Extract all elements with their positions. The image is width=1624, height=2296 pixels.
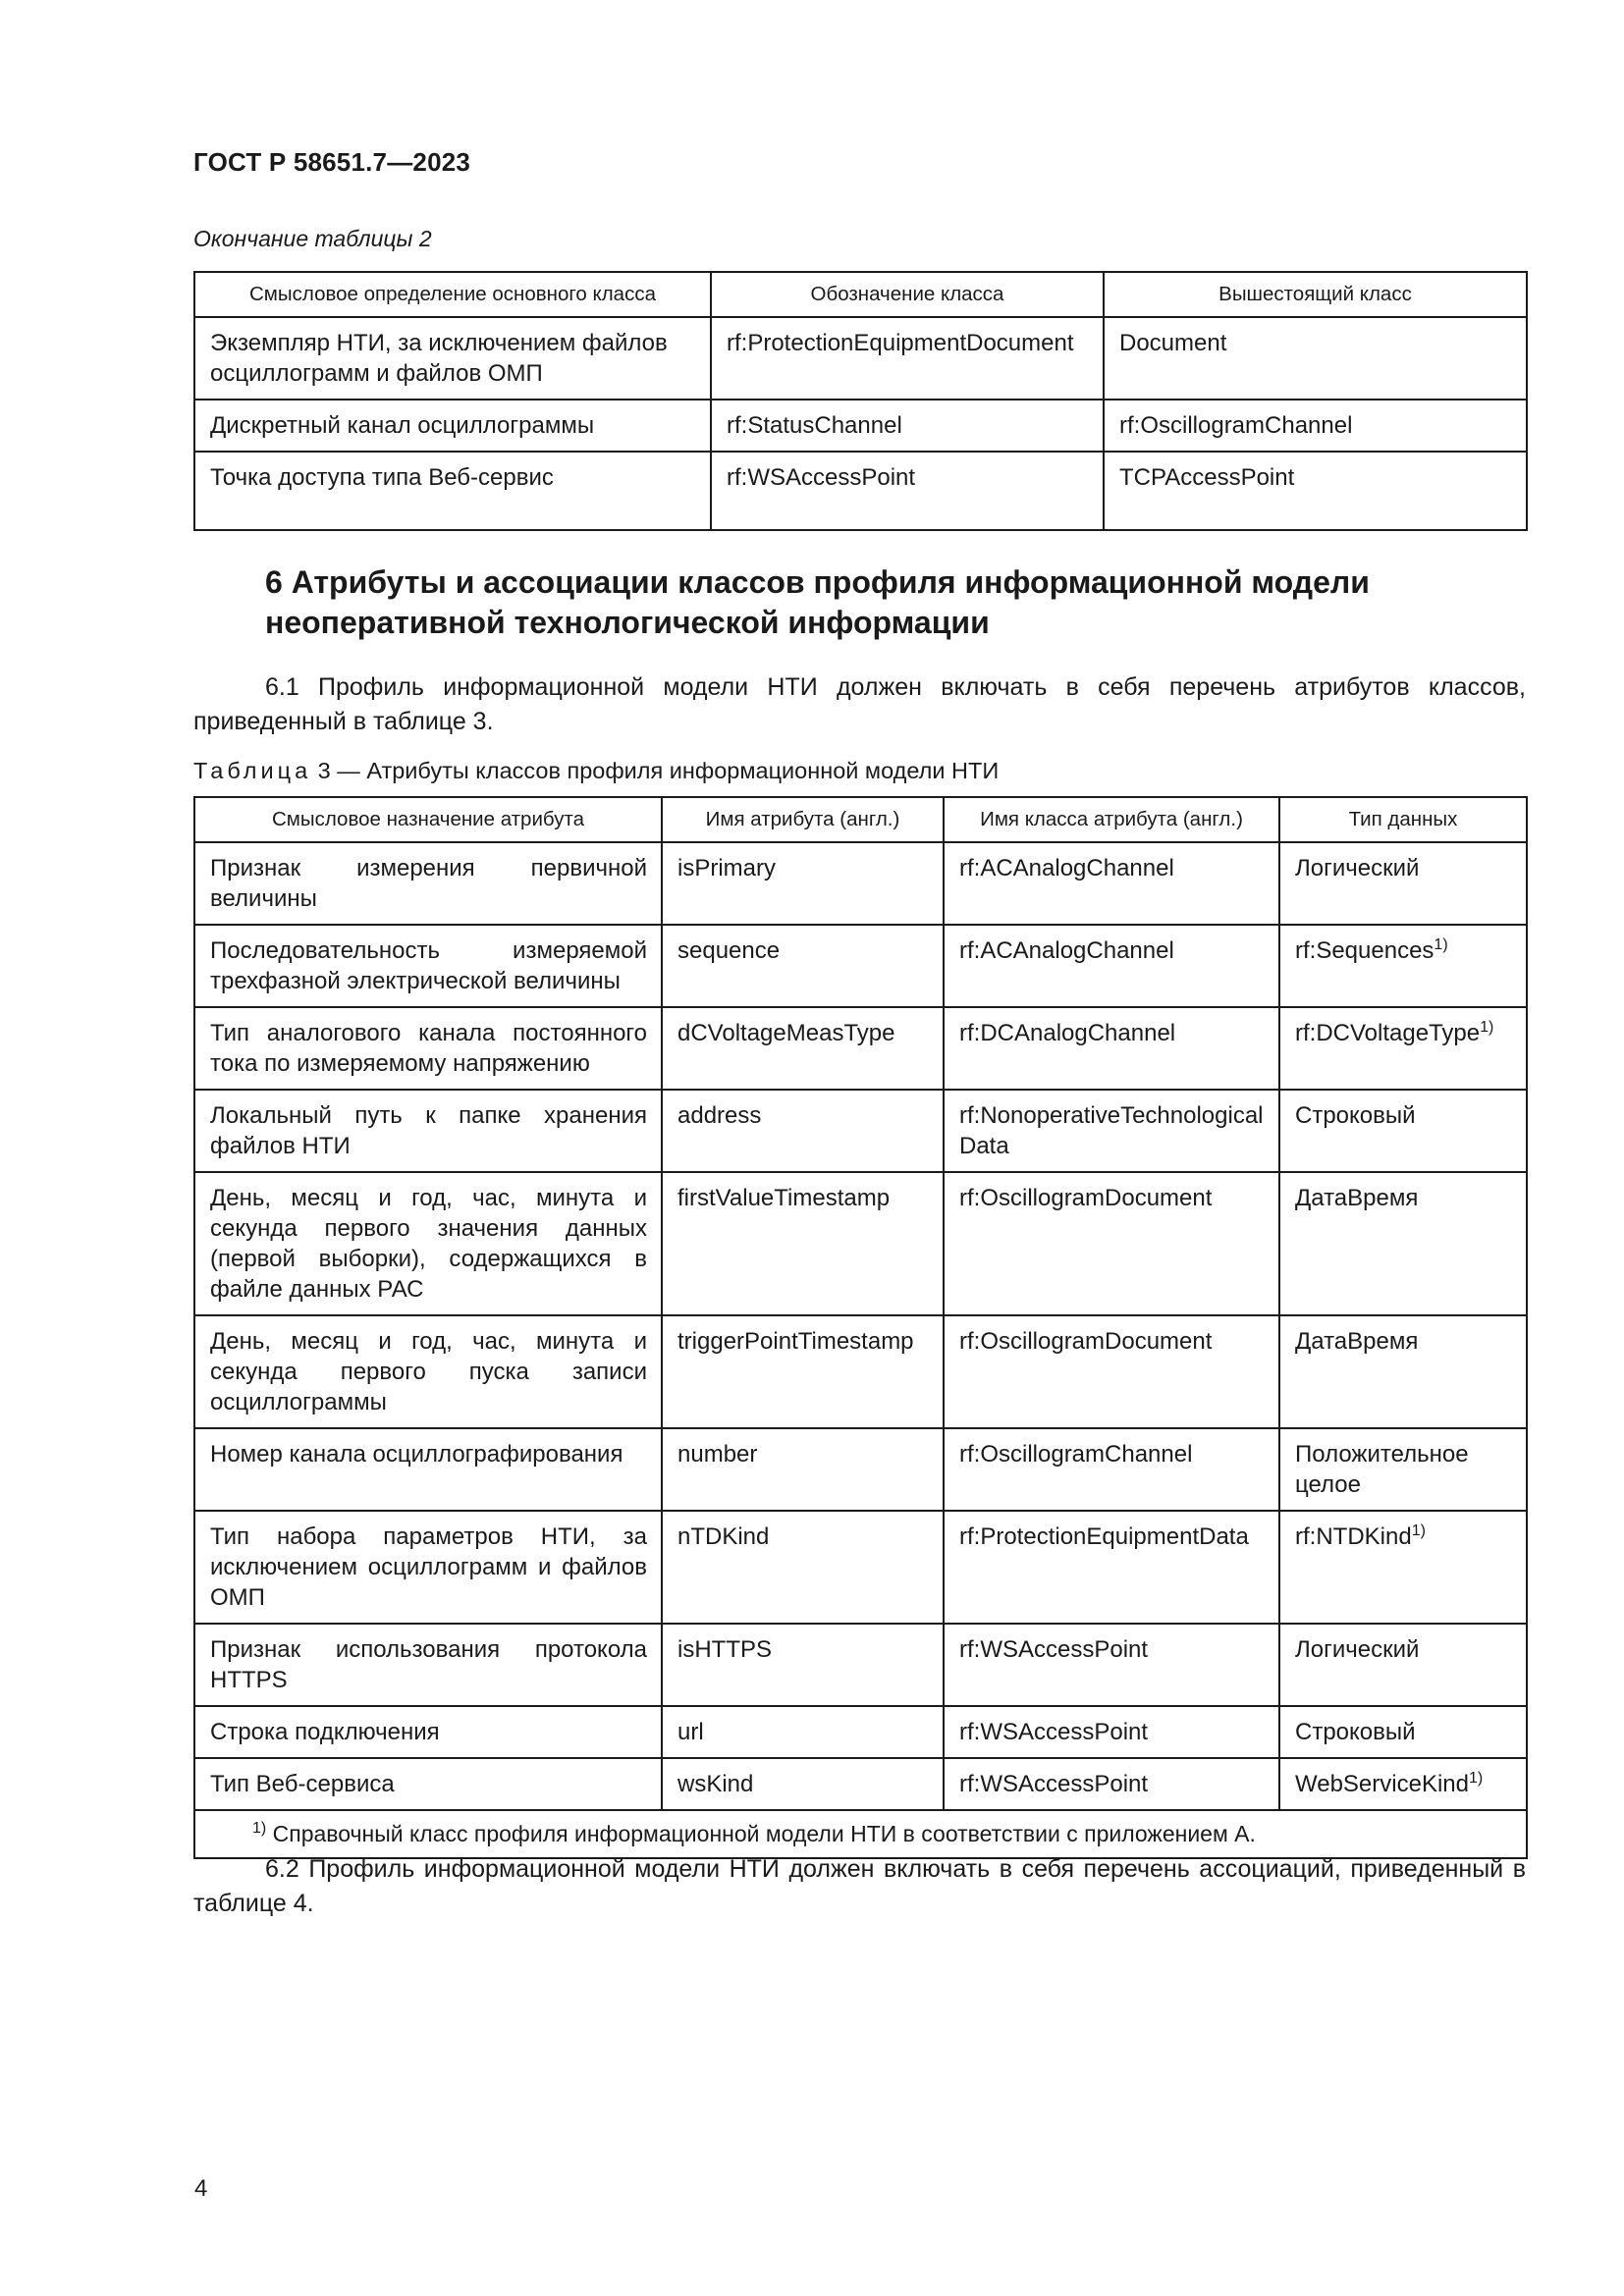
table-cell: Последовательность измеряемой трехфазной электрической величины <box>194 925 662 1007</box>
table-cell: Положительное целое <box>1279 1428 1527 1511</box>
section-6-heading: 6 Атрибуты и ассоциации классов профиля информационной модели неоперативной технологической информации <box>265 564 1370 640</box>
paragraph-6-1: 6.1 Профиль информационной модели НТИ должен включать в себя перечень атрибутов классов, приведенный в таблице 3. <box>193 673 1526 735</box>
table-cell: Локальный путь к папке хранения файлов НТИ <box>194 1090 662 1172</box>
table-cell: Строковый <box>1279 1090 1527 1172</box>
table3-header-cell: Имя атрибута (англ.) <box>662 797 944 842</box>
table-cell: rf:StatusChannel <box>711 400 1104 452</box>
table3-caption <box>193 758 999 784</box>
table-cell: rf:ACAnalogChannel <box>944 925 1279 1007</box>
table-cell: Логический <box>1279 842 1527 925</box>
paragraph-6-2: 6.2 Профиль информационной модели НТИ должен включать в себя перечень ассоциаций, приведенный в таблице 4. <box>193 1855 1526 1917</box>
table-cell: address <box>662 1090 944 1172</box>
data-type-text: rf:NTDKind <box>1295 1523 1412 1550</box>
table-cell: ДатаВремя <box>1279 1172 1527 1315</box>
table-cell: Тип Веб-сервиса <box>194 1758 662 1810</box>
table-row <box>194 1172 1527 1315</box>
table-row <box>194 452 1527 530</box>
data-type-text: rf:DCVoltageType <box>1295 1020 1481 1046</box>
table3-header-cell: Имя класса атрибута (англ.) <box>944 797 1279 842</box>
table-cell: День, месяц и год, час, минута и секунда первого пуска записи осциллограммы <box>194 1315 662 1428</box>
table3 <box>193 796 1528 1859</box>
table-row <box>194 842 1527 925</box>
table-cell: TCPAccessPoint <box>1104 452 1527 530</box>
table2 <box>193 271 1528 531</box>
table-cell: Точка доступа типа Веб-сервис <box>194 452 711 530</box>
table-cell: url <box>662 1706 944 1758</box>
footnote-marker: 1) <box>252 1820 267 1837</box>
table-cell: isPrimary <box>662 842 944 925</box>
table3-footnote <box>194 1810 1527 1858</box>
table-cell: Номер канала осциллографирования <box>194 1428 662 1511</box>
table-cell: Дискретный канал осциллограммы <box>194 400 711 452</box>
table-row <box>194 1428 1527 1511</box>
table-cell: rf:OscillogramDocument <box>944 1172 1279 1315</box>
table3-footnote-row <box>194 1810 1527 1858</box>
table-cell <box>1279 1007 1527 1090</box>
table-row <box>194 1007 1527 1090</box>
table-cell: Признак измерения первичной величины <box>194 842 662 925</box>
table-row <box>194 1090 1527 1172</box>
table-cell: Тип аналогового канала постоянного тока по измеряемому напряжению <box>194 1007 662 1090</box>
table-cell: Признак использования протокола HTTPS <box>194 1624 662 1706</box>
table-cell: Экземпляр НТИ, за исключением файлов осциллограмм и файлов ОМП <box>194 317 711 400</box>
table-cell: rf:WSAccessPoint <box>711 452 1104 530</box>
table-cell: number <box>662 1428 944 1511</box>
table-row <box>194 1624 1527 1706</box>
table-cell: rf:ProtectionEquipmentData <box>944 1511 1279 1624</box>
table-cell: sequence <box>662 925 944 1007</box>
table-row <box>194 400 1527 452</box>
table-cell: firstValueTimestamp <box>662 1172 944 1315</box>
table-row <box>194 1758 1527 1810</box>
table-cell: ДатаВремя <box>1279 1315 1527 1428</box>
table-cell: rf:OscillogramDocument <box>944 1315 1279 1428</box>
table-row <box>194 1511 1527 1624</box>
table-cell: rf:ACAnalogChannel <box>944 842 1279 925</box>
table2-caption: Окончание таблицы 2 <box>193 226 432 251</box>
table-cell: rf:DCAnalogChannel <box>944 1007 1279 1090</box>
table-row <box>194 317 1527 400</box>
document-code-header: ГОСТ Р 58651.7—2023 <box>193 147 471 177</box>
table3-caption-label: Таблица <box>193 758 312 783</box>
table-cell: triggerPointTimestamp <box>662 1315 944 1428</box>
table3-caption-title: 3 — Атрибуты классов профиля информационной модели НТИ <box>311 758 1000 783</box>
table-cell <box>1279 925 1527 1007</box>
table-cell: rf:WSAccessPoint <box>944 1758 1279 1810</box>
table-cell: rf:WSAccessPoint <box>944 1706 1279 1758</box>
table-row <box>194 1315 1527 1428</box>
footnote-marker: 1) <box>1480 1019 1494 1036</box>
footnote-marker: 1) <box>1434 936 1448 953</box>
footnote-marker: 1) <box>1468 1770 1484 1787</box>
table-cell: wsKind <box>662 1758 944 1810</box>
table3-header-cell: Тип данных <box>1279 797 1527 842</box>
data-type-text: rf:Sequences <box>1295 937 1435 964</box>
table-cell: dCVoltageMeasType <box>662 1007 944 1090</box>
footnote-text: Справочный класс профиля информационной модели НТИ в соответствии с приложением А. <box>272 1821 1256 1846</box>
table-cell <box>1279 1758 1527 1810</box>
table3-header-row <box>194 797 1527 842</box>
table-cell: rf:ProtectionEquipmentDocument <box>711 317 1104 400</box>
footnote-marker: 1) <box>1411 1522 1426 1539</box>
table-cell: rf:NonoperativeTechnologicalData <box>944 1090 1279 1172</box>
table-cell: rf:WSAccessPoint <box>944 1624 1279 1706</box>
table-cell: rf:OscillogramChannel <box>944 1428 1279 1511</box>
table-row <box>194 1706 1527 1758</box>
table-cell: Строковый <box>1279 1706 1527 1758</box>
page-number: 4 <box>194 2175 208 2202</box>
table-cell: nTDKind <box>662 1511 944 1624</box>
table-row <box>194 925 1527 1007</box>
table-cell: Строка подключения <box>194 1706 662 1758</box>
data-type-text: WebServiceKind <box>1295 1771 1469 1797</box>
table-cell: Логический <box>1279 1624 1527 1706</box>
table-cell: Тип набора параметров НТИ, за исключением осциллограмм и файлов ОМП <box>194 1511 662 1624</box>
table3-header-cell: Смысловое назначение атрибута <box>194 797 662 842</box>
table-cell: rf:OscillogramChannel <box>1104 400 1527 452</box>
table-cell: День, месяц и год, час, минута и секунда первого значения данных (первой выборки), содержащихся в файле данных РАС <box>194 1172 662 1315</box>
table2-header-cell: Вышестоящий класс <box>1104 272 1527 317</box>
table-cell <box>1279 1511 1527 1624</box>
table-cell: isHTTPS <box>662 1624 944 1706</box>
table2-header-row <box>194 272 1527 317</box>
table-cell: Document <box>1104 317 1527 400</box>
table2-header-cell: Обозначение класса <box>711 272 1104 317</box>
table2-header-cell: Смысловое определение основного класса <box>194 272 711 317</box>
